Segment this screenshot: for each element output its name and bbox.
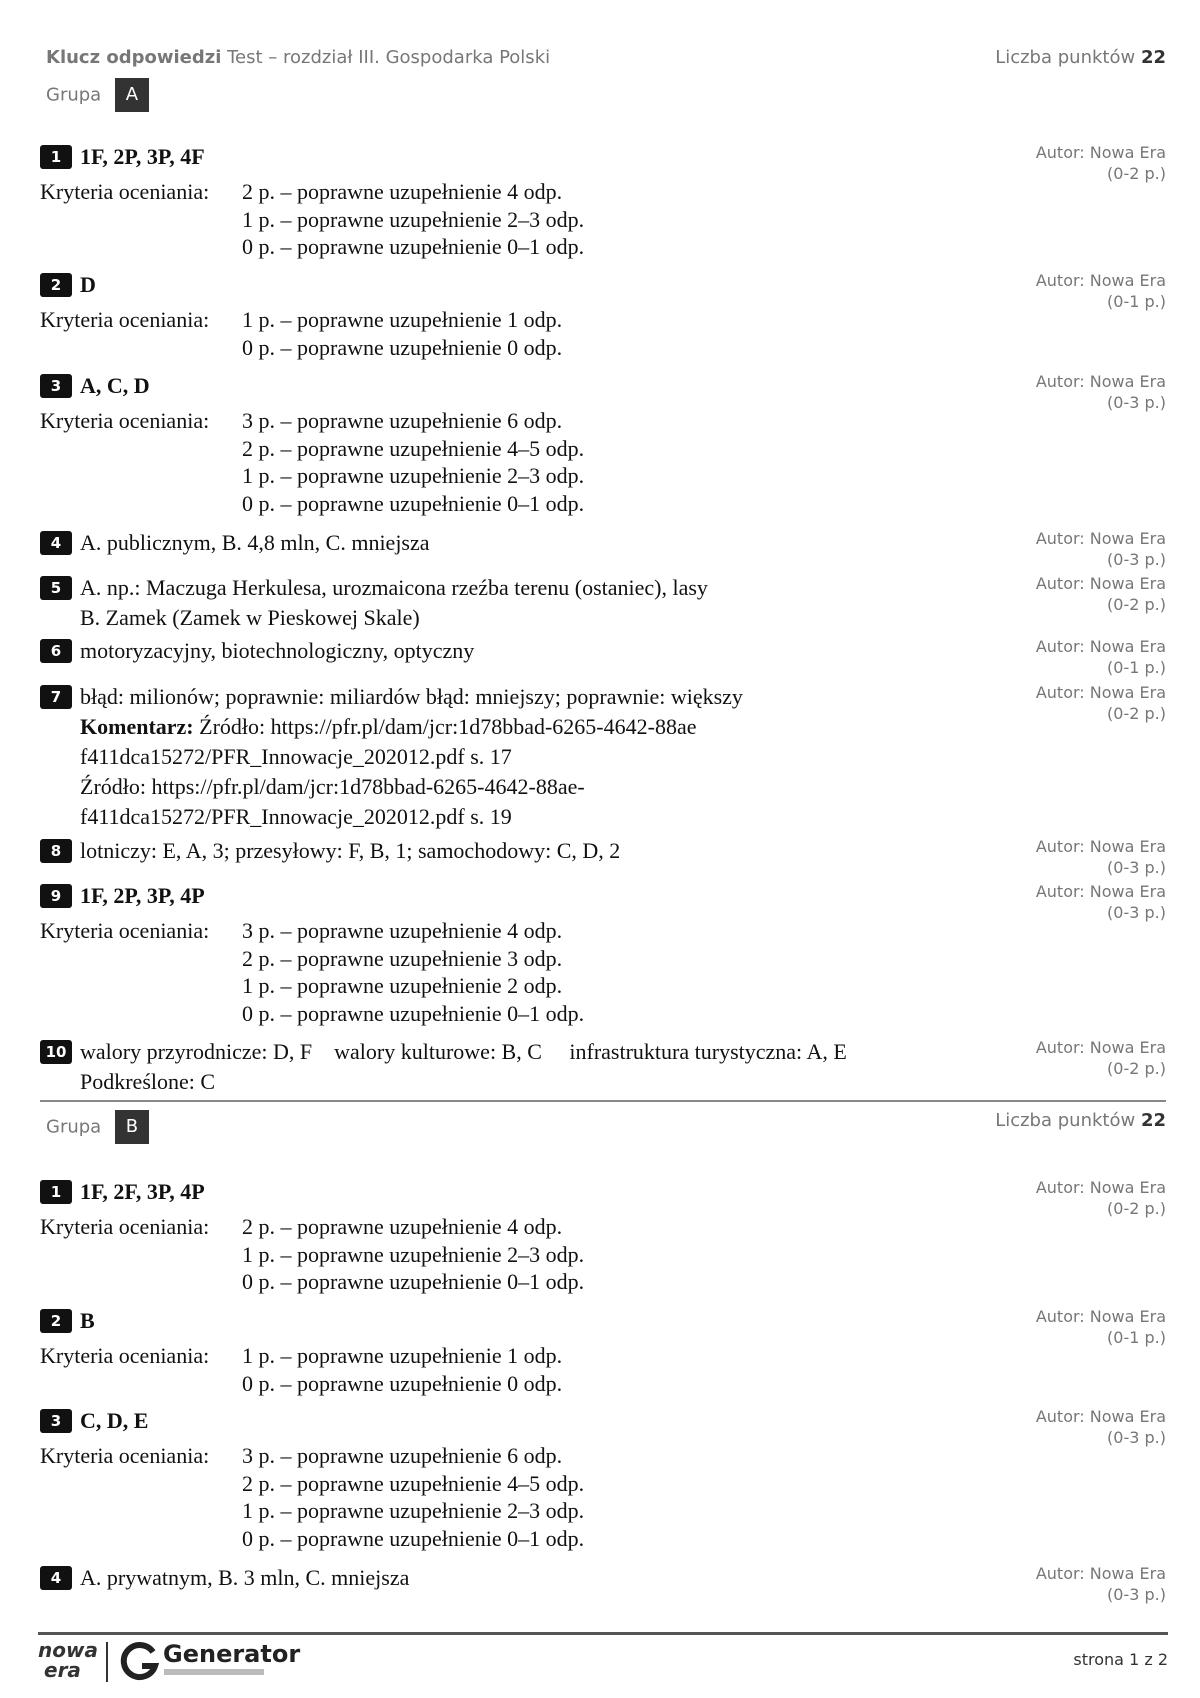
generator-logo-text: Generator <box>163 1640 301 1668</box>
group-b-heading: Grupa B <box>46 1110 149 1144</box>
task-author: Autor: Nowa Era <box>1035 1564 1166 1583</box>
task-answer: motoryzacyjny, biotechnologiczny, optyczny <box>80 638 475 663</box>
task-number: 7 <box>40 685 72 709</box>
task-answer: A. np.: Maczuga Herkulesa, urozmaicona rzeźba terenu (ostaniec), lasy <box>80 575 708 600</box>
criteria-label: Kryteria oceniania: <box>40 1214 210 1239</box>
footer-rule <box>38 1632 1168 1635</box>
criteria-line: 2 p. – poprawne uzupełnienie 4 odp. <box>242 1214 563 1239</box>
nowa-era-logo: nowa era <box>38 1638 98 1682</box>
criteria-line: 1 p. – poprawne uzupełnienie 1 odp. <box>242 307 563 332</box>
task-answer: 1F, 2F, 3P, 4P <box>80 1179 205 1204</box>
task-points: (0-2 p.) <box>1107 164 1166 183</box>
criteria-line: 1 p. – poprawne uzupełnienie 2–3 odp. <box>242 1241 585 1267</box>
task-answer: lotniczy: E, A, 3; przesyłowy: F, B, 1; samochodowy: C, D, 2 <box>80 838 621 863</box>
criteria-line: 0 p. – poprawne uzupełnienie 0–1 odp. <box>242 1525 585 1551</box>
task-points: (0-3 p.) <box>1107 903 1166 922</box>
task-answer: błąd: milionów; poprawnie: miliardów błąd: mniejszy; poprawnie: większy <box>80 684 743 709</box>
task-a5 <box>40 573 1166 633</box>
task-b4 <box>40 1563 1166 1604</box>
group-divider <box>40 1100 1166 1102</box>
criteria-label: Kryteria oceniania: <box>40 179 210 204</box>
task-points: (0-3 p.) <box>1107 393 1166 412</box>
criteria-line: 2 p. – poprawne uzupełnienie 3 odp. <box>242 945 563 971</box>
task-meta <box>1036 881 1166 923</box>
header-points: Liczba punktów 22 <box>995 47 1166 68</box>
generator-logo-icon <box>120 1640 160 1684</box>
task-answer: A. prywatnym, B. 3 mln, C. mniejsza <box>80 1565 410 1590</box>
scoring-criteria <box>40 306 1166 361</box>
task-answer-cont: Podkreślone: C <box>80 1069 216 1094</box>
comment-label: Komentarz: <box>80 714 194 739</box>
task-meta <box>1036 270 1166 312</box>
scoring-criteria <box>40 1342 1166 1397</box>
task-points: (0-1 p.) <box>1107 292 1166 311</box>
task-meta <box>1036 1306 1166 1348</box>
task-number: 3 <box>40 1409 72 1433</box>
task-meta <box>1036 1037 1166 1079</box>
task-answer: D <box>80 272 96 297</box>
task-answer: C, D, E <box>80 1408 149 1433</box>
page-number: strona 1 z 2 <box>1073 1650 1168 1669</box>
task-answer: 1F, 2P, 3P, 4P <box>80 883 205 908</box>
task-author: Autor: Nowa Era <box>1035 574 1166 593</box>
task-comment <box>80 712 980 742</box>
header-title: Test – rozdział III. Gospodarka Polski <box>227 47 551 68</box>
task-a9 <box>40 881 1166 1027</box>
task-author: Autor: Nowa Era <box>1035 637 1166 656</box>
task-number: 8 <box>40 839 72 863</box>
criteria-line: 1 p. – poprawne uzupełnienie 1 odp. <box>242 1343 563 1368</box>
task-a3 <box>40 371 1166 517</box>
task-points: (0-1 p.) <box>1107 1328 1166 1347</box>
task-points: (0-2 p.) <box>1107 1059 1166 1078</box>
task-author: Autor: Nowa Era <box>1035 1407 1166 1426</box>
task-number: 1 <box>40 1180 72 1204</box>
task-b2 <box>40 1306 1166 1397</box>
criteria-line: 1 p. – poprawne uzupełnienie 2–3 odp. <box>242 206 585 232</box>
task-number: 4 <box>40 1566 72 1590</box>
document-header <box>46 47 1166 73</box>
task-meta <box>1036 142 1166 184</box>
criteria-label: Kryteria oceniania: <box>40 408 210 433</box>
task-number: 6 <box>40 639 72 663</box>
task-number: 3 <box>40 374 72 398</box>
criteria-label: Kryteria oceniania: <box>40 1343 210 1368</box>
criteria-line: 3 p. – poprawne uzupełnienie 4 odp. <box>242 918 563 943</box>
task-author: Autor: Nowa Era <box>1035 271 1166 290</box>
generator-logo-tagline <box>164 1669 264 1675</box>
task-answer-cont: B. Zamek (Zamek w Pieskowej Skale) <box>80 605 420 630</box>
comment-text: Źródło: https://pfr.pl/dam/jcr:1d78bbad-6265-4642-88ae <box>199 714 697 739</box>
task-answer: B <box>80 1308 95 1333</box>
task-a7 <box>40 682 1166 832</box>
task-author: Autor: Nowa Era <box>1035 1178 1166 1197</box>
task-author: Autor: Nowa Era <box>1035 683 1166 702</box>
criteria-line: 1 p. – poprawne uzupełnienie 2–3 odp. <box>242 1498 585 1523</box>
task-meta <box>1036 371 1166 413</box>
task-meta <box>1036 682 1166 724</box>
task-a4 <box>40 528 1166 569</box>
comment-line: f411dca15272/PFR_Innowacje_202012.pdf s. 17 <box>80 744 512 769</box>
task-points: (0-2 p.) <box>1107 704 1166 723</box>
task-points: (0-3 p.) <box>1107 550 1166 569</box>
scoring-criteria <box>40 917 1166 1027</box>
task-answer: 1F, 2P, 3P, 4F <box>80 144 205 169</box>
task-number: 2 <box>40 1309 72 1333</box>
task-meta <box>1036 1177 1166 1219</box>
criteria-label: Kryteria oceniania: <box>40 307 210 332</box>
task-number: 10 <box>40 1040 72 1064</box>
criteria-line: 0 p. – poprawne uzupełnienie 0–1 odp. <box>242 1000 585 1026</box>
group-a-heading: Grupa A <box>46 78 149 112</box>
group-a-badge: A <box>115 78 149 112</box>
task-a2 <box>40 270 1166 361</box>
scoring-criteria <box>40 1213 1166 1296</box>
task-number: 4 <box>40 531 72 555</box>
task-author: Autor: Nowa Era <box>1035 1307 1166 1326</box>
task-a6 <box>40 636 1166 677</box>
task-meta <box>1036 1563 1166 1605</box>
task-points: (0-3 p.) <box>1107 858 1166 877</box>
task-a1 <box>40 142 1166 261</box>
criteria-line: 1 p. – poprawne uzupełnienie 2–3 odp. <box>242 463 585 488</box>
scoring-criteria <box>40 1442 1166 1552</box>
criteria-line: 3 p. – poprawne uzupełnienie 6 odp. <box>242 1443 563 1468</box>
task-meta <box>1036 528 1166 570</box>
criteria-line: 0 p. – poprawne uzupełnienie 0 odp. <box>242 1370 563 1396</box>
task-a10 <box>40 1037 1166 1097</box>
task-answer: A. publicznym, B. 4,8 mln, C. mniejsza <box>80 530 430 555</box>
task-number: 9 <box>40 884 72 908</box>
criteria-label: Kryteria oceniania: <box>40 1443 210 1468</box>
task-author: Autor: Nowa Era <box>1035 837 1166 856</box>
task-answer: A, C, D <box>80 373 150 398</box>
criteria-label: Kryteria oceniania: <box>40 918 210 943</box>
header-title-bold: Klucz odpowiedzi <box>46 47 222 68</box>
criteria-line: 0 p. – poprawne uzupełnienie 0–1 odp. <box>242 490 585 516</box>
task-points: (0-2 p.) <box>1107 595 1166 614</box>
task-b1 <box>40 1177 1166 1296</box>
criteria-line: 0 p. – poprawne uzupełnienie 0 odp. <box>242 334 563 360</box>
task-points: (0-3 p.) <box>1107 1428 1166 1447</box>
task-meta <box>1036 1406 1166 1448</box>
task-author: Autor: Nowa Era <box>1035 882 1166 901</box>
criteria-line: 0 p. – poprawne uzupełnienie 0–1 odp. <box>242 1269 585 1294</box>
task-number: 2 <box>40 273 72 297</box>
task-author: Autor: Nowa Era <box>1035 1038 1166 1057</box>
group-b-badge: B <box>115 1110 149 1144</box>
scoring-criteria <box>40 407 1166 517</box>
task-meta <box>1036 573 1166 615</box>
task-points: (0-2 p.) <box>1107 1199 1166 1218</box>
scoring-criteria <box>40 178 1166 261</box>
task-points: (0-1 p.) <box>1107 658 1166 677</box>
criteria-line: 0 p. – poprawne uzupełnienie 0–1 odp. <box>242 234 585 259</box>
group-b-points: Liczba punktów 22 <box>995 1110 1166 1131</box>
footer-separator <box>106 1642 108 1682</box>
task-author: Autor: Nowa Era <box>1035 143 1166 162</box>
criteria-line: 1 p. – poprawne uzupełnienie 2 odp. <box>242 973 563 998</box>
task-points: (0-3 p.) <box>1107 1585 1166 1604</box>
task-meta <box>1036 836 1166 878</box>
comment-line: Źródło: https://pfr.pl/dam/jcr:1d78bbad-6265-4642-88ae- <box>80 774 585 799</box>
criteria-line: 2 p. – poprawne uzupełnienie 4–5 odp. <box>242 1470 585 1496</box>
task-author: Autor: Nowa Era <box>1035 529 1166 548</box>
task-number: 5 <box>40 576 72 600</box>
criteria-line: 3 p. – poprawne uzupełnienie 6 odp. <box>242 408 563 433</box>
criteria-line: 2 p. – poprawne uzupełnienie 4–5 odp. <box>242 435 585 461</box>
criteria-line: 2 p. – poprawne uzupełnienie 4 odp. <box>242 179 563 204</box>
task-b3 <box>40 1406 1166 1552</box>
task-number: 1 <box>40 145 72 169</box>
task-author: Autor: Nowa Era <box>1035 372 1166 391</box>
task-a8 <box>40 836 1166 877</box>
task-answer: walory przyrodnicze: D, F walory kulturowe: B, C infrastruktura turystyczna: A, E <box>80 1039 847 1064</box>
header-points-value: 22 <box>1140 47 1166 68</box>
comment-line: f411dca15272/PFR_Innowacje_202012.pdf s. 19 <box>80 804 512 829</box>
task-meta <box>1036 636 1166 678</box>
